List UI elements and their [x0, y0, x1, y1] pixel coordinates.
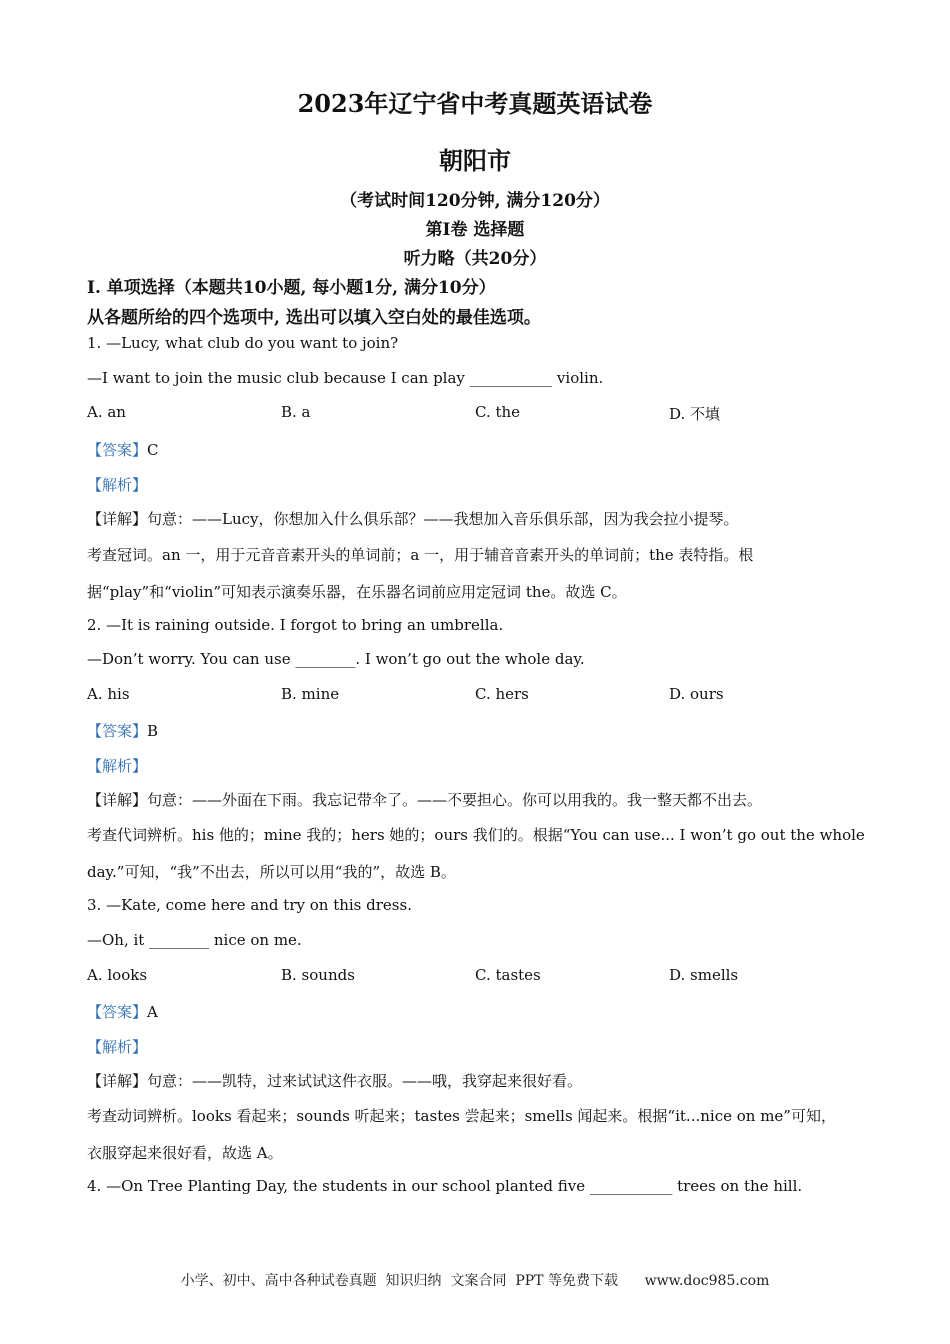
detail-tag: 【详解】: [87, 791, 148, 809]
exam-title: 2023年辽宁省中考真题英语试卷: [297, 89, 653, 118]
question-3-option-b: B. sounds: [281, 966, 355, 984]
answer-value: C: [147, 441, 159, 459]
question-1-option-c: C. the: [475, 403, 521, 421]
question-3-stem: 3. —Kate, come here and try on this dress.: [87, 896, 412, 914]
question-2-detail-3: day.”可知，“我”不出去，所以可以用“我的”，故选 B。: [87, 863, 456, 881]
question-1-option-a: A. an: [87, 403, 126, 421]
section-instruction: 从各题所给的四个选项中, 选出可以填入空白处的最佳选项。: [87, 308, 541, 328]
question-2-detail-1: [87, 789, 762, 810]
question-3-option-d: D. smells: [669, 966, 739, 984]
question-3-answer: [87, 1001, 158, 1022]
question-1-option-b: B. a: [281, 403, 311, 421]
answer-tag: 【答案】: [87, 441, 148, 459]
question-1-detail-3: 据“play”和“violin”可知表示演奏乐器，在乐器名词前应用定冠词 the。故选 C。: [87, 583, 627, 601]
detail-text: 句意：——凯特，过来试试这件衣服。——哦，我穿起来很好看。: [147, 1072, 583, 1090]
question-1-analysis-tag: 【解析】: [87, 476, 148, 494]
question-2-reply: —Don’t worry. You can use ________. I won’t go out the whole day.: [87, 650, 585, 668]
exam-info: （考试时间120分钟, 满分120分）: [340, 191, 610, 211]
detail-tag: 【详解】: [87, 1072, 148, 1090]
question-4-stem: 4. —On Tree Planting Day, the students in our school planted five ___________ trees on the hill.: [87, 1177, 803, 1195]
question-1-reply: —I want to join the music club because I can play ___________ violin.: [87, 369, 604, 387]
question-3-detail-1: [87, 1070, 582, 1091]
city-title: 朝阳市: [439, 146, 511, 175]
section-heading: I. 单项选择（本题共10小题, 每小题1分, 满分10分）: [87, 278, 496, 298]
answer-tag: 【答案】: [87, 722, 148, 740]
question-3-reply: —Oh, it ________ nice on me.: [87, 931, 302, 949]
detail-text: 句意：——Lucy，你想加入什么俱乐部？——我想加入音乐俱乐部，因为我会拉小提琴。: [147, 510, 739, 528]
question-2-analysis-tag: 【解析】: [87, 757, 148, 775]
question-1-detail-1: [87, 508, 739, 529]
question-3-analysis-tag: 【解析】: [87, 1038, 148, 1056]
answer-tag: 【答案】: [87, 1003, 148, 1021]
listening-note: 听力略（共20分）: [403, 249, 547, 269]
question-3-option-a: A. looks: [87, 966, 148, 984]
question-1-stem: 1. —Lucy, what club do you want to join?: [87, 334, 399, 352]
question-2-option-b: B. mine: [281, 685, 340, 703]
question-2-stem: 2. —It is raining outside. I forgot to bring an umbrella.: [87, 616, 504, 634]
detail-text: 句意：——外面在下雨。我忘记带伞了。——不要担心。你可以用我的。我一整天都不出去。: [147, 791, 763, 809]
question-3-option-c: C. tastes: [475, 966, 541, 984]
question-2-answer: [87, 720, 158, 741]
question-2-option-d: D. ours: [669, 685, 724, 703]
question-2-option-c: C. hers: [475, 685, 529, 703]
detail-tag: 【详解】: [87, 510, 148, 528]
answer-value: B: [147, 722, 159, 740]
question-3-detail-3: 衣服穿起来很好看，故选 A。: [87, 1144, 283, 1162]
volume-title: 第Ⅰ卷 选择题: [425, 220, 525, 240]
question-3-detail-2: 考查动词辨析。looks 看起来；sounds 听起来；tastes 尝起来；smells 闻起来。根据“it...nice on me”可知，: [87, 1107, 836, 1125]
page-footer: 小学、初中、高中各种试卷真题 知识归纳 文案合同 PPT 等免费下载 www.doc985.com: [180, 1273, 770, 1289]
question-2-detail-2: 考查代词辨析。his 他的；mine 我的；hers 她的；ours 我们的。根据“You can use... I won’t go out the whole: [87, 826, 865, 844]
question-1-detail-2: 考查冠词。an 一，用于元音音素开头的单词前；a 一，用于辅音音素开头的单词前；the 表特指。根: [87, 546, 754, 564]
question-1-answer: [87, 439, 159, 460]
answer-value: A: [147, 1003, 158, 1021]
question-2-option-a: A. his: [87, 685, 130, 703]
question-1-option-d: D. 不填: [669, 405, 721, 423]
